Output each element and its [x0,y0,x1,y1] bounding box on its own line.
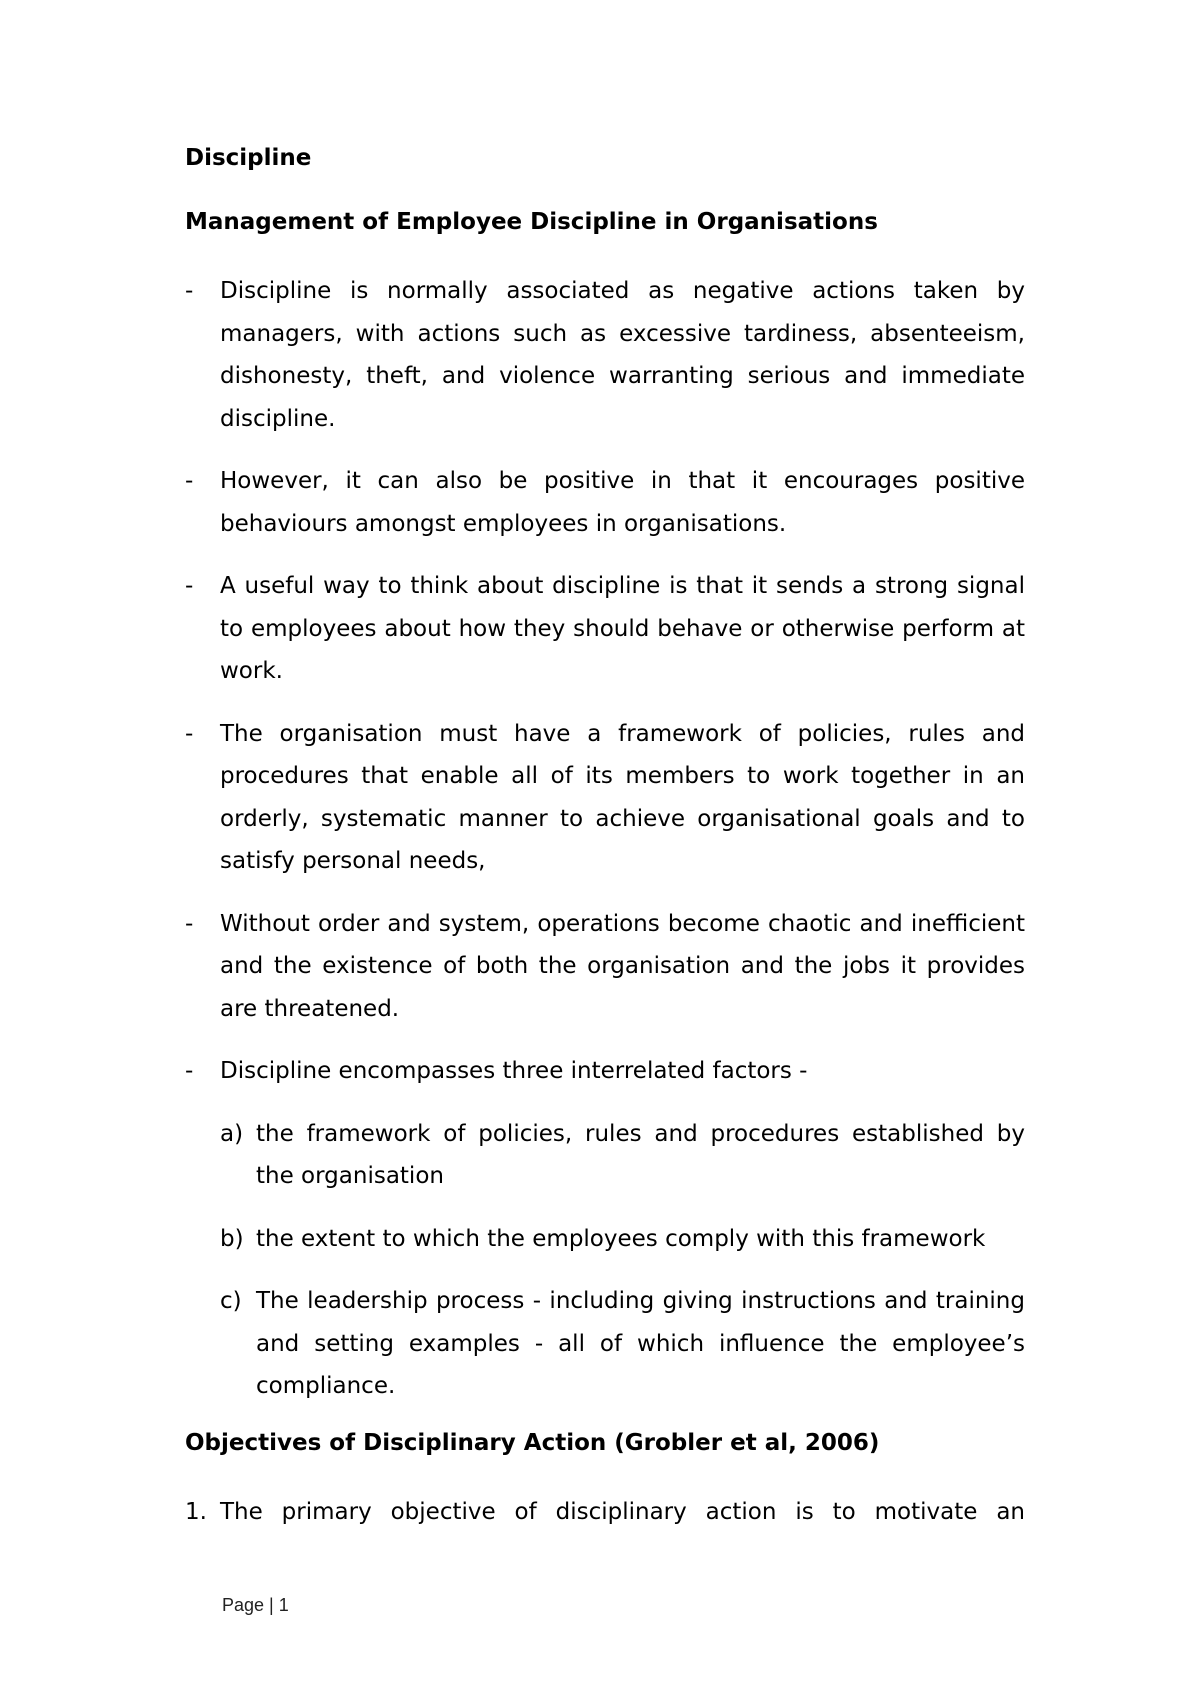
document-title: Discipline [185,145,312,171]
section-heading-management: Management of Employee Discipline in Organisations [185,209,878,235]
sub-item-marker: c) [220,1288,242,1314]
list-item-text: A useful way to think about discipline is that it sends a strong signal to employees about how they should behave or otherwise perform at work. [220,573,1025,684]
sub-item-text: The leadership process - including giving instructions and training and setting examples - all of which influence the employee’s compliance. [256,1288,1025,1399]
list-item [185,460,1025,545]
list-item [185,713,1025,883]
numbered-item-text: The primary objective of disciplinary action is to motivate an [220,1498,1025,1525]
sub-item-text: the extent to which the employees comply with this framework [256,1225,986,1252]
page-number-footer: Page | 1 [222,1595,289,1615]
factors-sub-list [185,1113,1025,1408]
discipline-bullet-list [185,270,1025,1093]
list-item [185,565,1025,693]
list-item-text: The organisation must have a framework of policies, rules and procedures that enable all of its members to work together in an orderly, systematic manner to achieve organisational goals and to satisfy personal needs, [220,720,1025,874]
bullet-marker: - [185,573,194,599]
list-item-text: Without order and system, operations become chaotic and inefficient and the existence of both the organisation and the jobs it provides are threatened. [220,910,1025,1022]
bullet-marker: - [185,1058,194,1084]
sub-item-marker: b) [220,1225,244,1252]
objectives-numbered-list [185,1491,1025,1534]
document-body [185,143,1025,1533]
list-item [185,270,1025,440]
bullet-marker: - [185,278,194,304]
list-item-text: Discipline is normally associated as negative actions taken by managers, with actions such as excessive tardiness, absenteeism, dishonesty, theft, and violence warranting serious and immediate discipline. [220,278,1025,432]
number-marker: 1. [185,1498,207,1525]
sub-list-item [220,1218,1025,1261]
list-item [185,903,1025,1031]
numbered-list-item [185,1491,1025,1534]
sub-item-marker: a) [220,1120,244,1147]
bullet-marker: - [185,910,194,937]
sub-item-text: the framework of policies, rules and procedures established by the organisation [256,1120,1025,1189]
list-item [185,1050,1025,1093]
bullet-marker: - [185,720,194,747]
section-heading-objectives: Objectives of Disciplinary Action (Grobler et al, 2006) [185,1429,880,1456]
list-item-text: Discipline encompasses three interrelated factors - [220,1058,808,1084]
list-item-text: However, it can also be positive in that it encourages positive behaviours amongst employees in organisations. [220,468,1025,537]
sub-list-item [220,1280,1025,1408]
sub-list-item [220,1113,1025,1198]
bullet-marker: - [185,468,194,494]
